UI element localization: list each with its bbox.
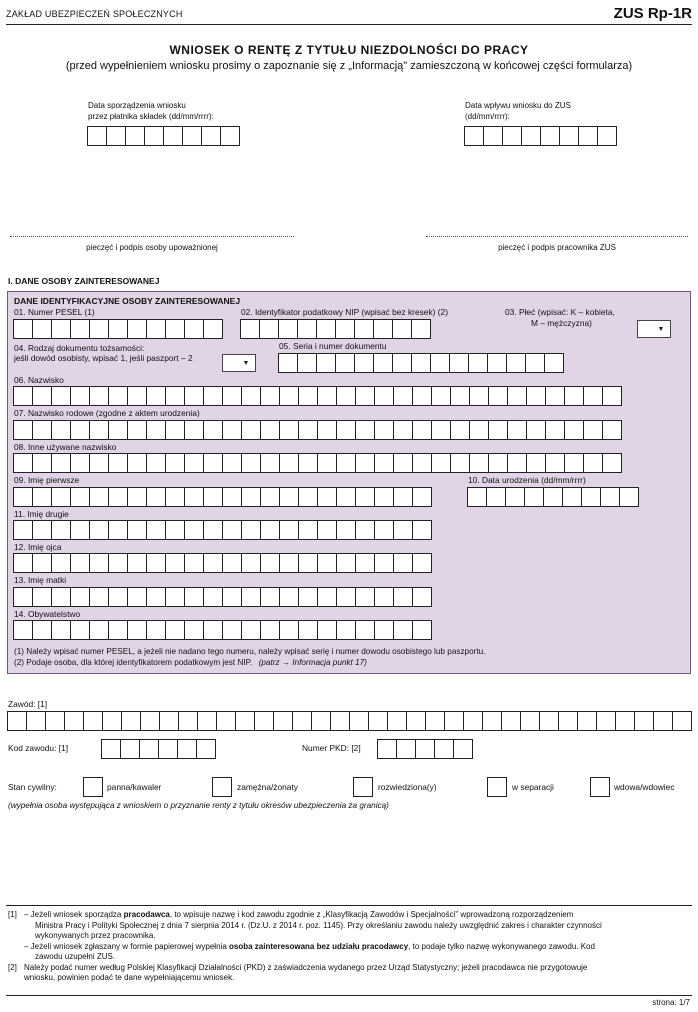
- footnote-1-text-a: – Jeżeli wniosek sporządza: [24, 910, 122, 919]
- page-number: strona: 1/7: [652, 998, 690, 1007]
- date-received-label-2: (dd/mm/rrrr):: [465, 112, 510, 121]
- footnote-1-line-a: [8, 910, 692, 921]
- occupation-code-label: Kod zawodu: [1]: [8, 743, 69, 753]
- id-doc-number-label: 05. Seria i numer dokumentu: [279, 341, 387, 351]
- date-prepared-label-1: Data sporządzenia wniosku: [88, 101, 186, 110]
- date-prepared-label-2: przez płatnika składek (dd/mm/rrrr):: [88, 112, 214, 121]
- other-surname-label: 08. Inne używane nazwisko: [14, 442, 117, 452]
- occupation-input[interactable]: [7, 711, 692, 731]
- pesel-input[interactable]: [13, 319, 223, 339]
- page-rule: [6, 995, 692, 996]
- signature-line-left: [10, 236, 294, 237]
- org-name: ZAKŁAD UBEZPIECZEŃ SPOŁECZNYCH: [6, 9, 183, 19]
- birth-surname-input[interactable]: [13, 420, 622, 440]
- sex-label-1: 03. Płeć (wpisać: K – kobieta,: [505, 307, 615, 317]
- nip-input[interactable]: [240, 319, 431, 339]
- footnote-1-bold-a: pracodawca: [123, 910, 170, 919]
- civil-checkbox-separated[interactable]: [487, 777, 507, 797]
- civil-option-married: zamężna/żonaty: [237, 782, 298, 792]
- form-subtitle: (przed wypełnieniem wniosku prosimy o zapoznanie się z „Informacją" zamieszczoną w końcowej części formularza): [65, 60, 633, 72]
- footnote-rule: [6, 905, 692, 906]
- birth-date-label: 10. Data urodzenia (dd/mm/rrrr): [468, 475, 586, 485]
- footnote-1-line-c: wykonywanych przez pracownika.: [35, 931, 156, 940]
- footnote-2-marker: [2]: [8, 962, 17, 972]
- footnote-1-line-e: zawodu uzupełni ZUS.: [35, 952, 116, 961]
- civil-checkbox-widowed[interactable]: [590, 777, 610, 797]
- civil-status-note: (wypełnia osoba występująca z wnioskiem o przyznanie renty z tytułu okresów ubezpieczenia za granicą): [8, 801, 389, 810]
- birth-date-input[interactable]: [467, 487, 639, 507]
- footnote-1-bold-d: osoba zainteresowana bez udziału pracodawcy: [229, 941, 409, 951]
- signature-label-right: pieczęć i podpis pracownika ZUS: [498, 243, 616, 252]
- occupation-code-input[interactable]: [101, 739, 216, 759]
- footnote-2-line-b: wniosku, powinien podać te dane wypełniającemu wniosek.: [24, 973, 235, 982]
- citizenship-label: 14. Obywatelstwo: [14, 609, 81, 619]
- id-doc-type-label-1: 04. Rodzaj dokumentu tożsamości:: [14, 343, 145, 353]
- footnote-2-text-a: Należy podać numer według Polskiej Klasyfikacji Działalności (PKD) z zaświadczenia wydanego przez Urząd Statystyczny; jeżeli pracodawca nie przygotowuje: [24, 962, 588, 972]
- nip-note: [14, 658, 367, 667]
- footnote-2-line-a: [8, 963, 692, 974]
- pkd-input[interactable]: [377, 739, 473, 759]
- form-title: WNIOSEK O RENTĘ Z TYTUŁU NIEZDOLNOŚCI DO PRACY: [169, 43, 529, 57]
- citizenship-input[interactable]: [13, 620, 432, 640]
- second-name-label: 11. Imię drugie: [14, 509, 69, 519]
- other-surname-input[interactable]: [13, 453, 622, 473]
- father-name-input[interactable]: [13, 553, 432, 573]
- civil-checkbox-married[interactable]: [212, 777, 232, 797]
- date-received-label-1: Data wpływu wniosku do ZUS: [465, 101, 571, 110]
- footnote-1-text-d: – Jeżeli wniosek zgłaszany w formie papierowej wypełnia: [24, 941, 227, 951]
- footnote-1-text-b: , to wpisuje nazwę i kod zawodu zgodnie z „Klasyfikacją Zawodów i Specjalności" wprowadzoną rozporządzeniem: [169, 910, 574, 919]
- mother-name-input[interactable]: [13, 587, 432, 607]
- nip-note-ref: (patrz → Informacja punkt 17): [258, 658, 367, 667]
- footnotes: [8, 910, 692, 984]
- civil-option-single: panna/kawaler: [107, 782, 162, 792]
- date-received-input[interactable]: [464, 126, 617, 146]
- surname-label: 06. Nazwisko: [14, 375, 64, 385]
- id-doc-type-label-2: jeśli dowód osobisty, wpisać 1, jeśli paszport – 2: [14, 353, 193, 363]
- identification-box-title: DANE IDENTYFIKACYJNE OSOBY ZAINTERESOWANEJ: [14, 296, 241, 306]
- nip-label: 02. Identyfikator podatkowy NIP (wpisać bez kresek) (2): [241, 307, 448, 317]
- footnote-1-text-e: , to podaje tylko nazwę wykonywanego zawodu. Kod: [408, 941, 595, 951]
- civil-option-divorced: rozwiedziona(y): [378, 782, 437, 792]
- civil-status-label: Stan cywilny:: [8, 782, 57, 792]
- section-title: I. DANE OSOBY ZAINTERESOWANEJ: [8, 276, 160, 286]
- civil-option-separated: w separacji: [512, 782, 554, 792]
- footnote-1-line-d: [8, 942, 692, 953]
- surname-input[interactable]: [13, 386, 622, 406]
- occupation-label: Zawód: [1]: [8, 699, 48, 709]
- signature-label-left: pieczęć i podpis osoby upoważnionej: [86, 243, 218, 252]
- civil-checkbox-divorced[interactable]: [353, 777, 373, 797]
- father-name-label: 12. Imię ojca: [14, 542, 62, 552]
- pkd-label: Numer PKD: [2]: [302, 743, 361, 753]
- form-code: ZUS Rp-1R: [613, 5, 692, 22]
- second-name-input[interactable]: [13, 520, 432, 540]
- chevron-down-icon: ▼: [242, 359, 250, 367]
- sex-label-2: M – mężczyzna): [531, 318, 592, 328]
- footnote-1-marker: [1]: [8, 910, 17, 919]
- civil-option-widowed: wdowa/wdowiec: [614, 782, 675, 792]
- header-rule: [6, 24, 692, 25]
- pesel-label: 01. Numer PESEL (1): [14, 307, 95, 317]
- birth-surname-label: 07. Nazwisko rodowe (zgodne z aktem urodzenia): [14, 408, 200, 418]
- mother-name-label: 13. Imię matki: [14, 575, 67, 585]
- signature-line-right: [426, 236, 688, 237]
- pesel-note: (1) Należy wpisać numer PESEL, a jeżeli nie nadano tego numeru, należy wpisać serię i numer dowodu osobistego lub paszportu.: [14, 647, 486, 656]
- chevron-down-icon: ▼: [657, 325, 665, 333]
- first-name-input[interactable]: [13, 487, 432, 507]
- date-prepared-input[interactable]: [87, 126, 240, 146]
- nip-note-text: (2) Podaje osoba, dla której identyfikatorem podatkowym jest NIP.: [14, 658, 253, 667]
- sex-dropdown[interactable]: [637, 320, 671, 338]
- id-doc-type-dropdown[interactable]: [222, 354, 256, 372]
- first-name-label: 09. Imię pierwsze: [14, 475, 80, 485]
- id-doc-number-input[interactable]: [278, 353, 564, 373]
- footnote-1-line-b: Ministra Pracy i Polityki Społecznej z dnia 7 sierpnia 2014 r. (Dz.U. z 2014 r. poz. 1145). Przy określaniu zawodu należy uwzględnić zakres i charakter czynności: [35, 920, 602, 930]
- civil-checkbox-single[interactable]: [83, 777, 103, 797]
